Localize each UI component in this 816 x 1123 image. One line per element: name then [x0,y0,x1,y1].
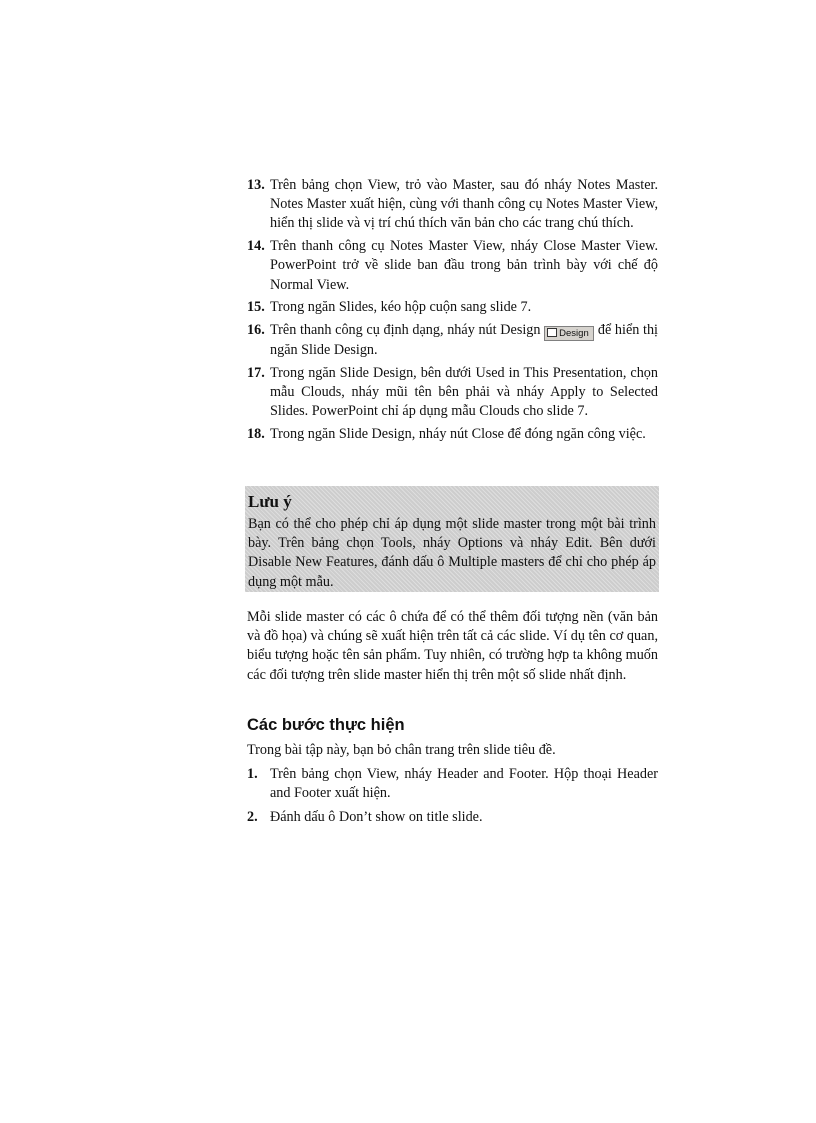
step-number: 16. [247,321,265,338]
design-button[interactable] [544,326,594,341]
note-body: Bạn có thể cho phép chỉ áp dụng một slide master trong một bài trình bày. Trên bảng chọn Tools, nháy Options và nháy Edit. Bên dưới Disable New Features, đánh dấu ô Multiple masters để chỉ cho phép áp dụng một mẫu. [248,516,656,590]
list-item [247,425,658,444]
list-item [247,364,658,422]
steps-list-top [247,176,658,447]
step-number: 2. [247,809,258,826]
design-button-label: Design [559,327,589,339]
list-item [247,298,658,317]
step-text: Trên thanh công cụ Notes Master View, nháy Close Master View. PowerPoint trở về slide ban đầu trong bản trình bày với chế độ Normal View. [270,238,658,293]
step-text: Trên bảng chọn View, trỏ vào Master, sau đó nháy Notes Master. Notes Master xuất hiện, cùng với thanh công cụ Notes Master View, hiển thị slide và vị trí chú thích văn bản cho các trang chú thích. [270,177,658,232]
section-intro: Trong bài tập này, bạn bỏ chân trang trên slide tiêu đề. [247,742,556,758]
step-text: Trong ngăn Slide Design, bên dưới Used in This Presentation, chọn mẫu Clouds, nháy mũi tên bên phải và nháy Apply to Selected Slides. PowerPoint chỉ áp dụng mẫu Clouds cho slide 7. [270,364,658,420]
step-text: Trong ngăn Slide Design, nháy nút Close để đóng ngăn công việc. [270,425,646,442]
note-title: Lưu ý [248,492,292,511]
body-paragraph: Mỗi slide master có các ô chứa để có thể thêm đối tượng nền (văn bản và đồ họa) và chúng sẽ xuất hiện trên tất cả các slide. Ví dụ tên cơ quan, biểu tượng hoặc tên sản phẩm. Tuy nhiên, có trường hợp ta không muốn các đối tượng trên slide master hiển thị trên một số slide nhất định. [247,609,658,683]
design-icon [547,328,557,337]
step-text: Trong ngăn Slides, kéo hộp cuộn sang slide 7. [270,299,532,316]
section-heading: Các bước thực hiện [247,716,405,734]
list-item [247,321,658,360]
step-number: 18. [247,425,265,442]
list-item [247,765,658,803]
step-number: 13. [247,177,265,193]
list-item [247,176,658,234]
steps-list-bottom [247,765,658,833]
step-text: Trên thanh công cụ định dạng, nháy nút Design [270,321,541,338]
step-number: 14. [247,238,265,255]
step-text: Trên bảng chọn View, nháy Header and Footer. Hộp thoại Header and Footer xuất hiện. [270,766,658,802]
list-item [247,237,658,295]
list-item [247,808,658,827]
step-text: Đánh dấu ô Don’t show on title slide. [270,809,483,826]
step-text: để hiển thị ngăn Slide Design. [270,321,659,358]
step-number: 15. [247,299,265,316]
step-number: 1. [247,766,258,782]
note-box [245,486,659,592]
step-number: 17. [247,364,265,381]
